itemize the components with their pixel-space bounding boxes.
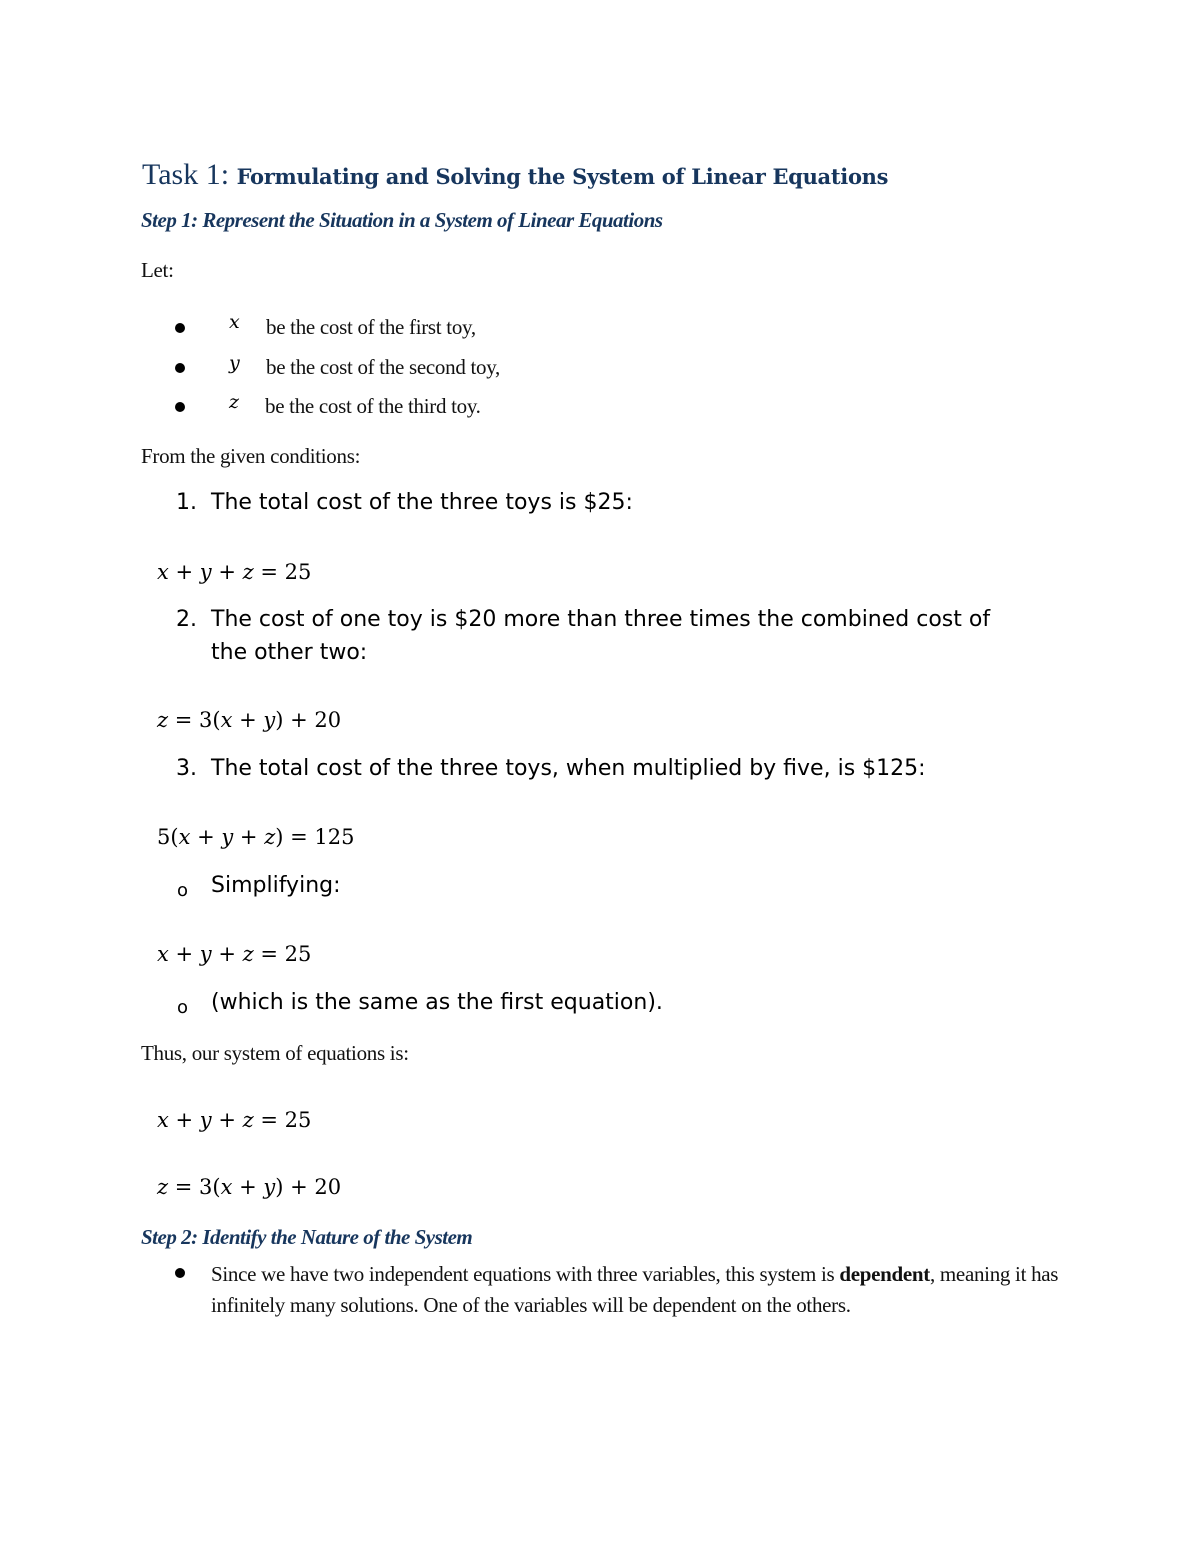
system-equation-2: z = 3(x + y) + 20 xyxy=(157,1175,342,1199)
let-label: Let: xyxy=(141,258,174,282)
equation-1: x + y + z = 25 xyxy=(157,560,312,584)
var-symbol-y: y xyxy=(229,352,240,374)
bullet-icon xyxy=(175,323,185,333)
simplifying-text: Simplifying: xyxy=(211,873,341,898)
condition-1-number: 1. xyxy=(176,490,197,515)
step2-text-pre: Since we have two independent equations with three variables, this system is xyxy=(211,1262,835,1286)
system-equation-1: x + y + z = 25 xyxy=(157,1108,312,1132)
equation-2: z = 3(x + y) + 20 xyxy=(157,708,342,732)
var-desc-y: be the cost of the second toy, xyxy=(266,355,500,379)
step2-text-post: , meaning it has infinitely many solutions. One of the variables will be dependent on the others. xyxy=(211,1262,1059,1317)
conditions-intro: From the given conditions: xyxy=(141,444,361,468)
title-text: Formulating and Solving the System of Linear Equations xyxy=(236,164,889,189)
condition-3-text: The total cost of the three toys, when multiplied by five, is $125: xyxy=(211,756,926,781)
title-prefix: Task 1: xyxy=(142,158,230,191)
condition-1-text: The total cost of the three toys is $25: xyxy=(211,490,633,515)
sub-bullet-icon: o xyxy=(177,880,189,901)
equation-4: x + y + z = 25 xyxy=(157,942,312,966)
dependent-term: dependent xyxy=(839,1262,930,1286)
step1-heading: Step 1: Represent the Situation in a System of Linear Equations xyxy=(141,208,663,232)
condition-2-number: 2. xyxy=(176,607,197,632)
condition-3-number: 3. xyxy=(176,756,197,781)
page-title xyxy=(142,158,888,192)
step2-heading: Step 2: Identify the Nature of the System xyxy=(141,1225,473,1249)
var-desc-z: be the cost of the third toy. xyxy=(265,394,481,418)
step2-paragraph xyxy=(211,1259,1061,1321)
bullet-icon xyxy=(175,402,185,412)
condition-2-text-line2: the other two: xyxy=(211,640,368,665)
sub-bullet-icon: o xyxy=(177,997,189,1018)
var-desc-x: be the cost of the first toy, xyxy=(266,315,476,339)
var-symbol-z: z xyxy=(229,391,240,413)
var-symbol-x: x xyxy=(229,311,240,333)
bullet-icon xyxy=(175,1268,185,1278)
equation-3: 5(x + y + z) = 125 xyxy=(157,825,355,849)
condition-2-text-line1: The cost of one toy is $20 more than three times the combined cost of xyxy=(211,607,991,632)
bullet-icon xyxy=(175,363,185,373)
system-intro: Thus, our system of equations is: xyxy=(141,1041,409,1065)
same-equation-note: (which is the same as the first equation). xyxy=(211,990,663,1015)
